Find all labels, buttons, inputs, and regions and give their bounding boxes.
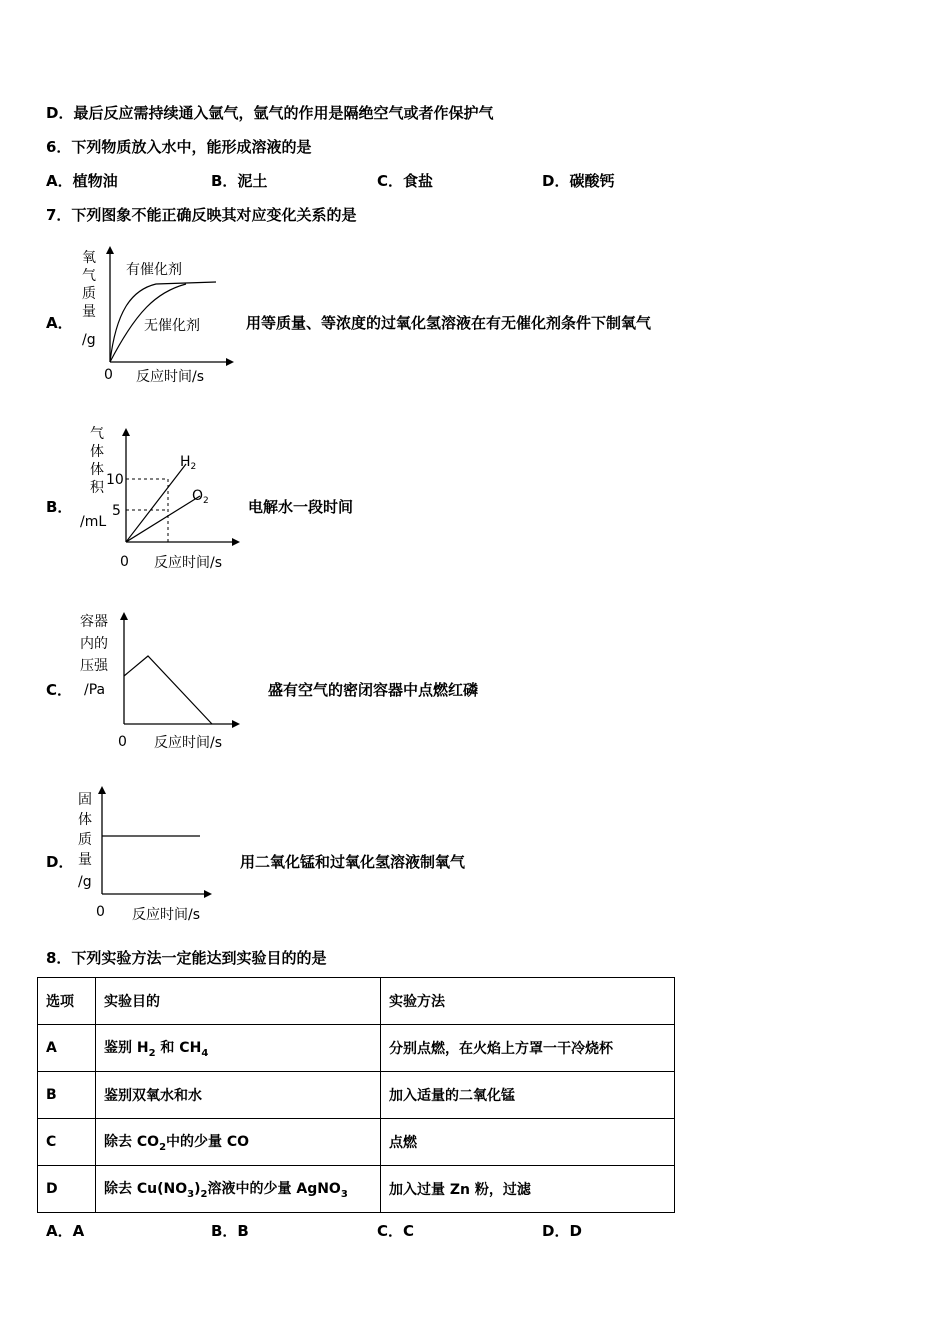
q7-graph-d-ylabel-4: 量 <box>78 852 92 868</box>
q5-option-d: D．最后反应需持续通入氩气，氩气的作用是隔绝空气或者作保护气 <box>46 104 494 122</box>
q7-graph-d-desc: 用二氧化锰和过氧化氢溶液制氧气 <box>240 853 466 871</box>
q7-graph-a-ylabel-2: 气 <box>82 268 96 284</box>
q7-graph-b-o2-label: $O_2$ <box>192 488 209 506</box>
row-method: 点燃 <box>381 1119 675 1166</box>
q7-graph-b-h2-label: $H_2$ <box>180 454 197 472</box>
q7-graph-a-ylabel-5: /g <box>82 332 96 348</box>
header-goal: 实验目的 <box>96 978 381 1025</box>
q6-option-d: D．碳酸钙 <box>542 172 615 190</box>
row-goal: 除去 $Cu(NO_3)_2$溶液中的少量 AgNO$_3$ <box>96 1166 381 1213</box>
q7-graph-c-xlabel: 反应时间/s <box>154 735 223 751</box>
q7-graph-d-xlabel: 反应时间/s <box>132 907 201 923</box>
header-option: 选项 <box>38 978 96 1025</box>
q7-graph-c-origin: 0 <box>118 734 127 750</box>
row-goal: 除去 $CO_2$中的少量 CO <box>96 1119 381 1166</box>
q7-graph-a-curve-catalyst: 有催化剂 <box>126 262 182 278</box>
q8-option-d: D．D <box>542 1222 582 1240</box>
table-row <box>38 1072 675 1119</box>
q7-graph-b-ylabel-2: 体 <box>90 444 104 460</box>
table-row <box>38 1166 675 1213</box>
q7-graph-c <box>76 606 248 754</box>
q7-graph-c-ylabel-1: 容器 <box>80 614 108 630</box>
q7-graph-d-ylabel-3: 质 <box>78 832 92 848</box>
q7-graph-d-origin: 0 <box>96 904 105 920</box>
q7-graph-d-ylabel-5: /g <box>78 874 92 890</box>
q6-stem: 6．下列物质放入水中，能形成溶液的是 <box>46 138 312 156</box>
q6-option-a: A．植物油 <box>46 172 118 190</box>
q7-graph-b-ylabel-1: 气 <box>90 426 104 442</box>
q7-graph-a-curve-no-catalyst: 无催化剂 <box>144 318 200 334</box>
table-row <box>38 1025 675 1072</box>
q6-option-c: C．食盐 <box>377 172 434 190</box>
q7-graph-b <box>76 418 248 576</box>
table-header-row <box>38 978 675 1025</box>
q7-graph-c-label: C． <box>46 681 73 699</box>
row-method: 加入适量的二氧化锰 <box>381 1072 675 1119</box>
row-method: 分别点燃，在火焰上方罩一干冷烧杯 <box>381 1025 675 1072</box>
row-option: B <box>38 1072 96 1119</box>
q7-graph-a-origin: 0 <box>104 367 113 383</box>
table-row <box>38 1119 675 1166</box>
header-method: 实验方法 <box>381 978 675 1025</box>
q7-graph-b-xlabel: 反应时间/s <box>154 555 223 571</box>
q8-option-c: C．C <box>377 1222 415 1240</box>
q8-option-a: A．A <box>46 1222 85 1240</box>
q7-graph-b-ylabel-3: 体 <box>90 462 104 478</box>
row-option: A <box>38 1025 96 1072</box>
q7-graph-b-ylabel-5: /mL <box>80 514 107 530</box>
q7-graph-b-origin: 0 <box>120 554 129 570</box>
q7-graph-d-label: D． <box>46 853 74 871</box>
q7-graph-a-desc: 用等质量、等浓度的过氧化氢溶液在有无催化剂条件下制氧气 <box>246 314 652 332</box>
row-goal: 鉴别双氧水和水 <box>96 1072 381 1119</box>
q7-graph-c-ylabel-3: 压强 <box>80 658 108 674</box>
q7-graph-c-ylabel-4: /Pa <box>84 682 106 698</box>
row-option: D <box>38 1166 96 1213</box>
row-option: C <box>38 1119 96 1166</box>
q7-graph-a <box>76 242 246 390</box>
q7-graph-a-xlabel: 反应时间/s <box>136 369 205 385</box>
q7-graph-a-ylabel-3: 质 <box>82 286 96 302</box>
q7-graph-d-ylabel-2: 体 <box>78 812 92 828</box>
q7-graph-d-ylabel-1: 固 <box>78 792 92 808</box>
q8-stem: 8．下列实验方法一定能达到实验目的的是 <box>46 949 327 967</box>
q7-graph-a-ylabel-1: 氧 <box>82 250 96 266</box>
row-goal: 鉴别 $H_2$ 和 $CH_4$ <box>96 1025 381 1072</box>
q7-graph-b-desc: 电解水一段时间 <box>248 498 354 516</box>
q6-option-b: B．泥土 <box>211 172 268 190</box>
q8-table <box>37 977 675 1213</box>
q7-graph-b-ylabel-4: 积 <box>90 480 104 496</box>
q7-graph-b-label: B． <box>46 498 73 516</box>
q7-graph-b-tick-10: 10 <box>106 472 124 488</box>
q7-graph-c-desc: 盛有空气的密闭容器中点燃红磷 <box>268 681 479 699</box>
row-method: 加入过量 Zn 粉，过滤 <box>381 1166 675 1213</box>
q7-graph-d <box>76 780 236 928</box>
q8-option-b: B．B <box>211 1222 249 1240</box>
q7-graph-c-ylabel-2: 内的 <box>80 636 108 652</box>
q7-graph-b-tick-5: 5 <box>112 503 121 519</box>
q7-graph-a-label: A． <box>46 314 73 332</box>
q7-graph-a-ylabel-4: 量 <box>82 304 96 320</box>
q7-stem: 7．下列图象不能正确反映其对应变化关系的是 <box>46 206 357 224</box>
